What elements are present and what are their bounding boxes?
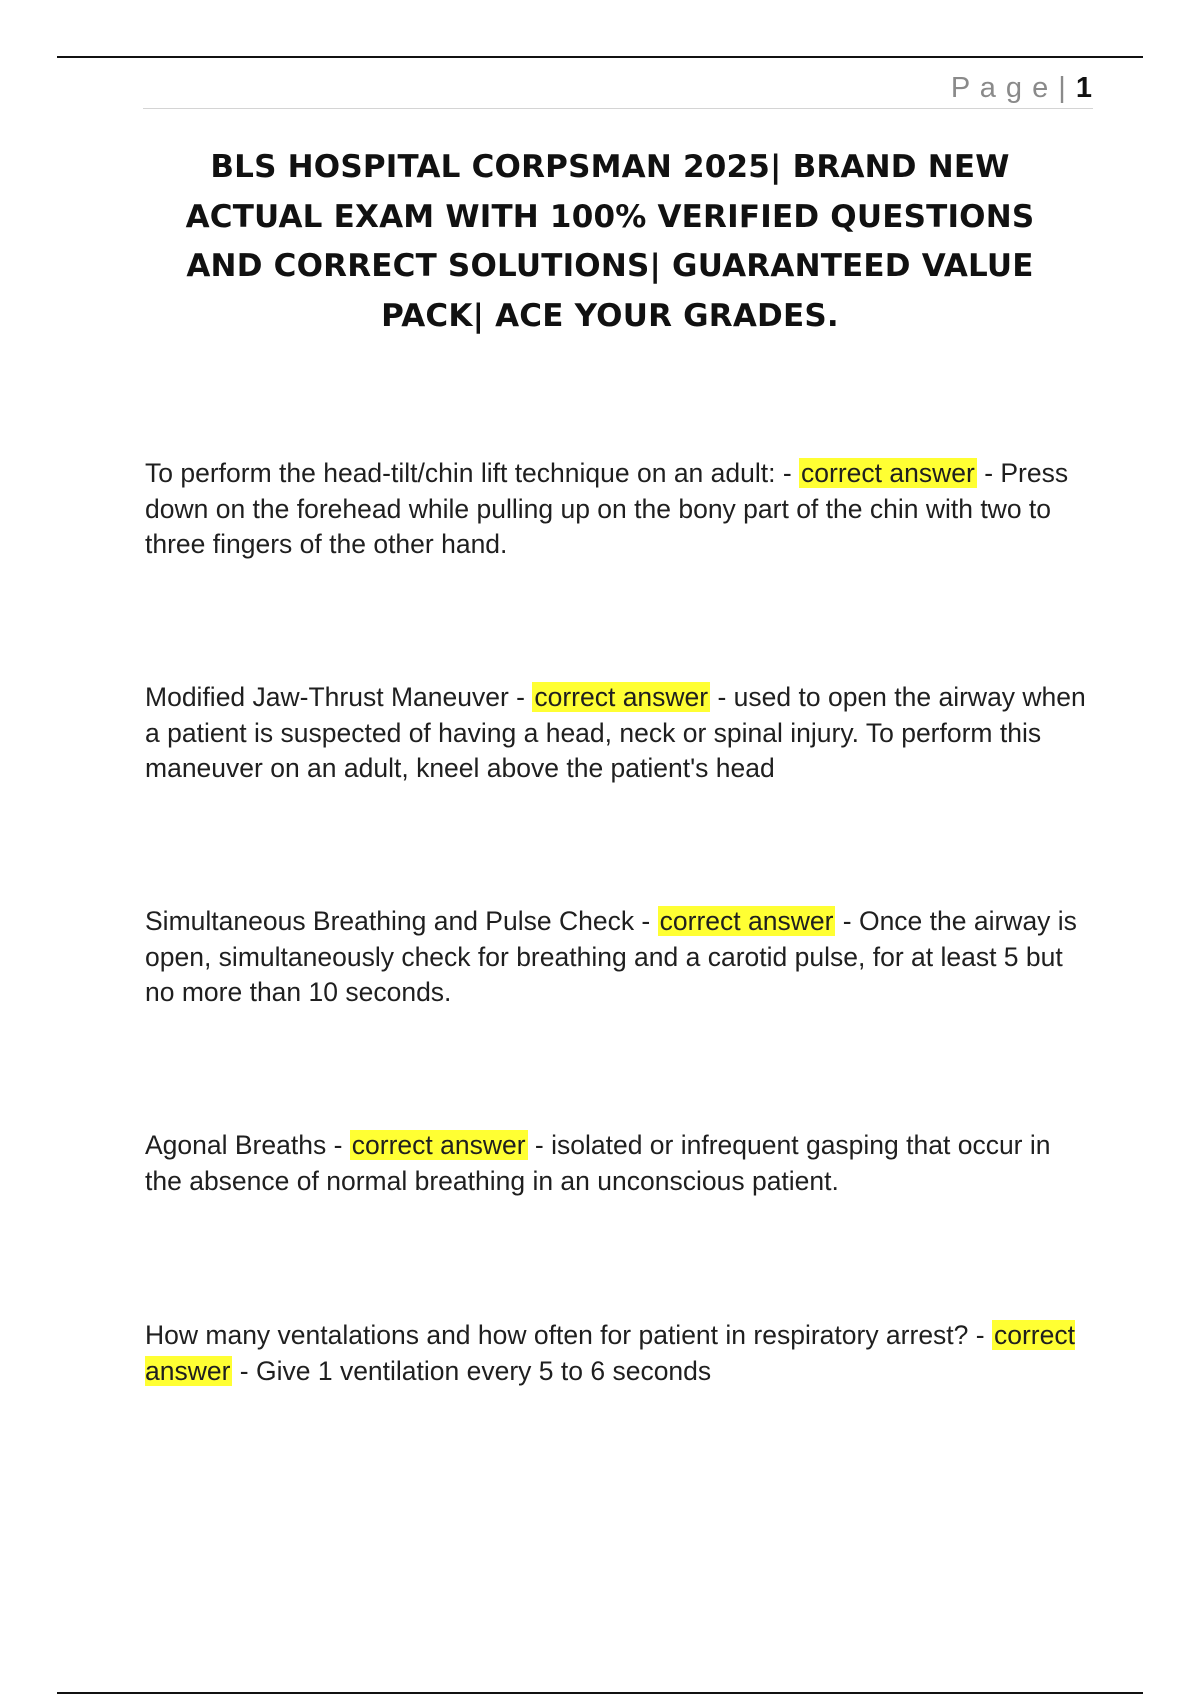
question-text: To perform the head-tilt/chin lift technique on an adult: - [145,458,800,488]
answer-text: - isolated or infrequent gasping that occur in the absence of normal breathing in an unconscious patient. [145,1130,1051,1196]
bottom-rule [57,1692,1143,1694]
page-header [143,68,1093,109]
answer-text: - Give 1 ventilation every 5 to 6 seconds [232,1355,712,1386]
page-number-value: 1 [1075,72,1093,104]
answer-text: - Once the airway is open, simultaneously check for breathing and a carotid pulse, for at least 5 but no more than 10 seconds. [145,906,1077,1007]
qa-item-3 [145,904,1090,1011]
document-title: BLS HOSPITAL CORPSMAN 2025| BRAND NEW ACTUAL EXAM WITH 100% VERIFIED QUESTIONS AND CORRECT SOLUTIONS| GUARANTEED VALUE PACK| ACE YOUR GRADES. [185,149,1035,334]
page-label: P a g e | [950,72,1067,104]
correct-answer-highlight: correct answer [801,458,975,488]
question-text: How many ventalations and how often for patient in respiratory arrest? - [145,1320,992,1350]
correct-answer-highlight: correct answer [145,1320,1075,1386]
question-text: Modified Jaw-Thrust Maneuver - [145,682,533,712]
correct-answer-highlight: correct answer [659,906,834,936]
qa-item-1 [145,456,1090,563]
answer-text: - used to open the airway when a patient is suspected of having a head, neck or spinal injury. To perform this maneuver on an adult, kneel above the patient's head [145,682,1086,783]
top-rule [57,56,1143,58]
correct-answer-highlight: correct answer [351,1130,526,1160]
qa-item-2 [145,680,1090,787]
question-text: Simultaneous Breathing and Pulse Check - [145,906,658,936]
correct-answer-highlight: correct answer [534,682,709,712]
question-text: Agonal Breaths - [145,1130,350,1160]
qa-item-5 [145,1318,1090,1389]
answer-text: - Press down on the forehead while pulling up on the bony part of the chin with two to three fingers of the other hand. [145,458,1069,559]
qa-item-4 [145,1128,1090,1199]
page-number-label [951,72,1093,104]
